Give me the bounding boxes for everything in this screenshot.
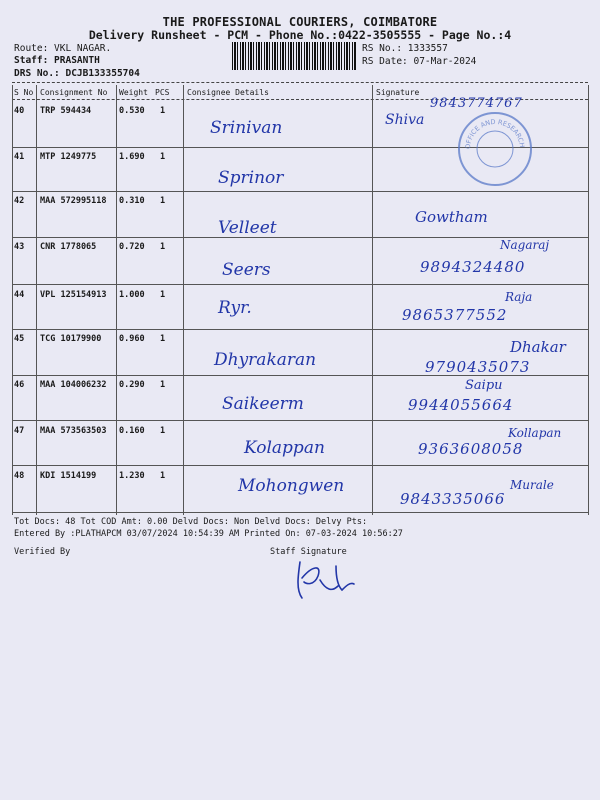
- table-border: [183, 85, 184, 515]
- row-consignment: TCG 10179900: [40, 334, 102, 344]
- row-weight: 1.690: [119, 152, 145, 162]
- signature-name: Kollapan: [508, 426, 562, 440]
- row-weight: 0.310: [119, 196, 145, 206]
- row-consignment: CNR 1778065: [40, 242, 97, 252]
- row-pcs: 1: [160, 471, 166, 481]
- row-weight: 0.530: [119, 106, 145, 116]
- staff-signature-mark: [292, 556, 362, 608]
- consignee-name: Seers: [222, 260, 271, 280]
- row-sno: 48: [14, 471, 25, 481]
- row-weight: 0.720: [119, 242, 145, 252]
- rs-date: RS Date: 07-Mar-2024: [362, 56, 477, 67]
- svg-text:OFFICE AND RESEARCH: [464, 118, 526, 149]
- signature-name: Murale: [510, 478, 554, 492]
- signature-phone: 9865377552: [402, 306, 508, 324]
- entered-line: Entered By :PLATHAPCM 03/07/2024 10:54:39 AM Printed On: 07-03-2024 10:56:27: [14, 529, 403, 539]
- col-header-sno: S No: [14, 88, 34, 97]
- row-pcs: 1: [160, 196, 166, 206]
- consignee-name: Kolappan: [244, 438, 325, 458]
- row-sno: 46: [14, 380, 25, 390]
- drs-number: DRS No.: DCJB133355704: [14, 68, 140, 79]
- row-consignment: MAA 573563503: [40, 426, 107, 436]
- verified-by-label: Verified By: [14, 547, 71, 557]
- staff-signature-label: Staff Signature: [270, 547, 347, 557]
- row-consignment: MTP 1249775: [40, 152, 97, 162]
- barcode: [232, 42, 356, 70]
- signature-name: Saipu: [465, 378, 503, 393]
- row-consignment: MAA 104006232: [40, 380, 107, 390]
- signature-phone: 9843335066: [400, 490, 506, 508]
- consignee-name: Srinivan: [210, 118, 283, 138]
- row-weight: 1.230: [119, 471, 145, 481]
- signature-name: Gowtham: [415, 208, 488, 226]
- col-header-signature: Signature: [376, 88, 420, 97]
- table-border: [12, 85, 13, 515]
- row-sno: 45: [14, 334, 25, 344]
- consignee-name: Mohongwen: [238, 476, 345, 496]
- row-pcs: 1: [160, 242, 166, 252]
- consignee-name: Saikeerm: [222, 394, 304, 414]
- rs-number: RS No.: 1333557: [362, 43, 448, 54]
- table-border: [36, 85, 37, 515]
- divider: [12, 82, 588, 83]
- row-pcs: 1: [160, 334, 166, 344]
- table-border: [588, 85, 589, 515]
- row-pcs: 1: [160, 106, 166, 116]
- signature-name: Dhakar: [510, 338, 566, 356]
- row-consignment: MAA 572995118: [40, 196, 107, 206]
- row-divider: [12, 329, 588, 330]
- row-sno: 40: [14, 106, 25, 116]
- row-consignment: TRP 594434: [40, 106, 92, 116]
- signature-phone: 9944055664: [408, 396, 514, 414]
- row-pcs: 1: [160, 290, 166, 300]
- col-header-weight: Weight: [119, 88, 148, 97]
- signature-phone: 9843774767: [430, 96, 523, 111]
- row-pcs: 1: [160, 152, 166, 162]
- row-divider: [12, 191, 588, 192]
- signature-name: Raja: [505, 290, 533, 304]
- row-sno: 43: [14, 242, 25, 252]
- row-divider: [12, 420, 588, 421]
- row-sno: 41: [14, 152, 25, 162]
- signature-phone: 9790435073: [425, 358, 531, 376]
- stamp-text: OFFICE AND RESEARCH: [463, 117, 527, 150]
- row-sno: 47: [14, 426, 25, 436]
- consignee-name: Dhyrakaran: [214, 350, 317, 370]
- totals-line: Tot Docs: 48 Tot COD Amt: 0.00 Delvd Docs: Non Delvd Docs: Delvy Pts:: [14, 517, 368, 527]
- signature-name: Shiva: [385, 112, 425, 128]
- company-title: THE PROFESSIONAL COURIERS, COIMBATORE: [162, 15, 438, 29]
- consignee-name: Velleet: [218, 218, 277, 238]
- staff-label: Staff: PRASANTH: [14, 55, 100, 66]
- row-pcs: 1: [160, 426, 166, 436]
- row-weight: 1.000: [119, 290, 145, 300]
- col-header-consignee: Consignee Details: [187, 88, 269, 97]
- table-border: [116, 85, 117, 515]
- table-border: [372, 85, 373, 515]
- signature-phone: 9894324480: [420, 258, 526, 276]
- row-weight: 0.960: [119, 334, 145, 344]
- row-consignment: KDI 1514199: [40, 471, 97, 481]
- office-stamp: [458, 112, 532, 186]
- row-weight: 0.290: [119, 380, 145, 390]
- row-weight: 0.160: [119, 426, 145, 436]
- row-sno: 44: [14, 290, 25, 300]
- route-label: Route: VKL NAGAR.: [14, 43, 112, 54]
- row-sno: 42: [14, 196, 25, 206]
- row-divider: [12, 465, 588, 466]
- signature-phone: 9363608058: [418, 440, 524, 458]
- col-header-pcs: PCS: [155, 88, 170, 97]
- consignee-name: Sprinor: [218, 168, 284, 188]
- col-header-consignment: Consignment No: [40, 88, 108, 97]
- row-pcs: 1: [160, 380, 166, 390]
- row-divider: [12, 512, 588, 513]
- row-divider: [12, 284, 588, 285]
- row-consignment: VPL 125154913: [40, 290, 107, 300]
- signature-name: Nagaraj: [500, 238, 550, 252]
- runsheet-subtitle: Delivery Runsheet - PCM - Phone No.:0422-3505555 - Page No.:4: [88, 28, 512, 42]
- consignee-name: Ryr.: [218, 298, 252, 318]
